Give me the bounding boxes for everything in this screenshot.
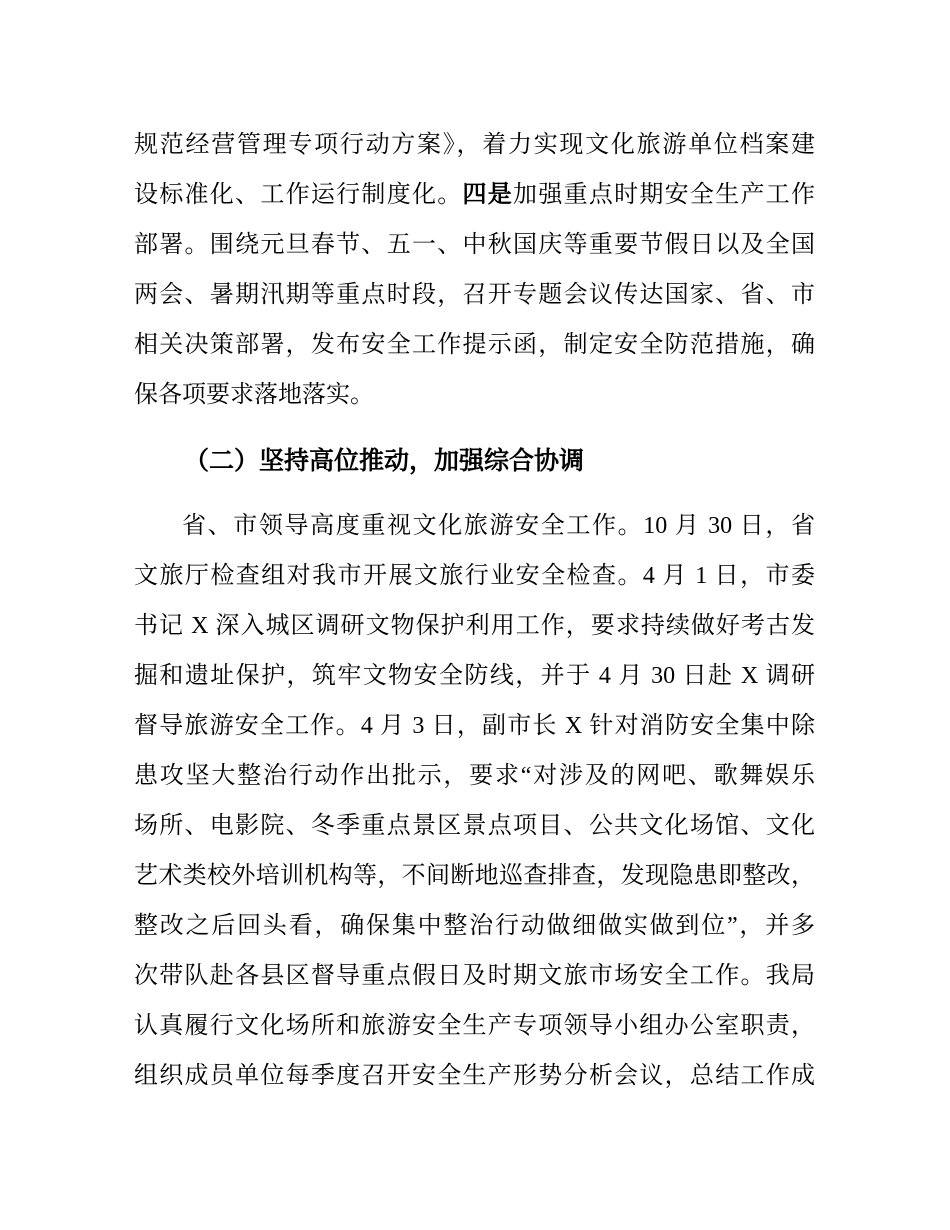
text-segment: 保各项要求落地落实。 (134, 382, 374, 408)
text-segment: 部署。围绕元旦春节、五一、中秋国庆等重要节假日以及全国 (134, 232, 815, 258)
text-line (134, 170, 815, 220)
text-segment: 患攻坚大整治行动作出批示，要求“对涉及的网吧、歌舞娱乐 (134, 763, 815, 789)
text-line (134, 801, 815, 851)
text-segment: 省、市领导高度重视文化旅游安全工作。10 月 30 日，省 (182, 513, 815, 539)
text-line (134, 701, 815, 751)
text-segment: 加强重点时期安全生产工作 (513, 182, 816, 208)
text-segment: 文旅厅检查组对我市开展文旅行业安全检查。4 月 1 日，市委 (134, 563, 815, 589)
section-heading (134, 436, 815, 486)
text-line (134, 370, 815, 420)
text-line (134, 220, 815, 270)
text-segment: 场所、电影院、冬季重点景区景点项目、公共文化场馆、文化 (134, 813, 815, 839)
bold-text-segment: 四是 (462, 181, 514, 208)
text-line (134, 1001, 815, 1051)
text-line (134, 1051, 815, 1101)
text-segment: 设标准化、工作运行制度化。 (134, 182, 463, 208)
text-segment: 书记 X 深入城区调研文物保护利用工作，要求持续做好考古发 (134, 613, 815, 639)
text-segment: 规范经营管理专项行动方案》，着力实现文化旅游单位档案建 (134, 132, 815, 158)
text-line (134, 951, 815, 1001)
text-line (134, 901, 815, 951)
text-segment: 相关决策部署，发布安全工作提示函，制定安全防范措施，确 (134, 332, 815, 358)
text-segment: 两会、暑期汛期等重点时段，召开专题会议传达国家、省、市 (134, 282, 815, 308)
text-line (134, 851, 815, 901)
text-segment: 掘和遗址保护，筑牢文物安全防线，并于 4 月 30 日赴 X 调研 (134, 663, 815, 689)
document-content (134, 120, 815, 1101)
paragraph-body (134, 501, 815, 1101)
text-line (134, 320, 815, 370)
text-segment: 督导旅游安全工作。4 月 3 日，副市长 X 针对消防安全集中除 (134, 713, 815, 739)
text-segment: 整改之后回头看，确保集中整治行动做细做实做到位”，并多 (134, 913, 815, 939)
heading-line (134, 436, 815, 486)
text-line (134, 601, 815, 651)
text-segment: 认真履行文化场所和旅游安全生产专项领导小组办公室职责， (134, 1013, 815, 1039)
text-line (134, 651, 815, 701)
text-segment: 组织成员单位每季度召开安全生产形势分析会议，总结工作成 (134, 1063, 815, 1089)
paragraph-continuation (134, 120, 815, 420)
text-line (134, 501, 815, 551)
text-segment: 次带队赴各县区督导重点假日及时期文旅市场安全工作。我局 (134, 963, 815, 989)
text-line (134, 120, 815, 170)
text-line (134, 751, 815, 801)
bold-text-segment: （二）坚持高位推动，加强综合协调 (184, 447, 585, 475)
text-line (134, 270, 815, 320)
text-segment: 艺术类校外培训机构等，不间断地巡查排查，发现隐患即整改， (134, 863, 815, 889)
text-line (134, 551, 815, 601)
